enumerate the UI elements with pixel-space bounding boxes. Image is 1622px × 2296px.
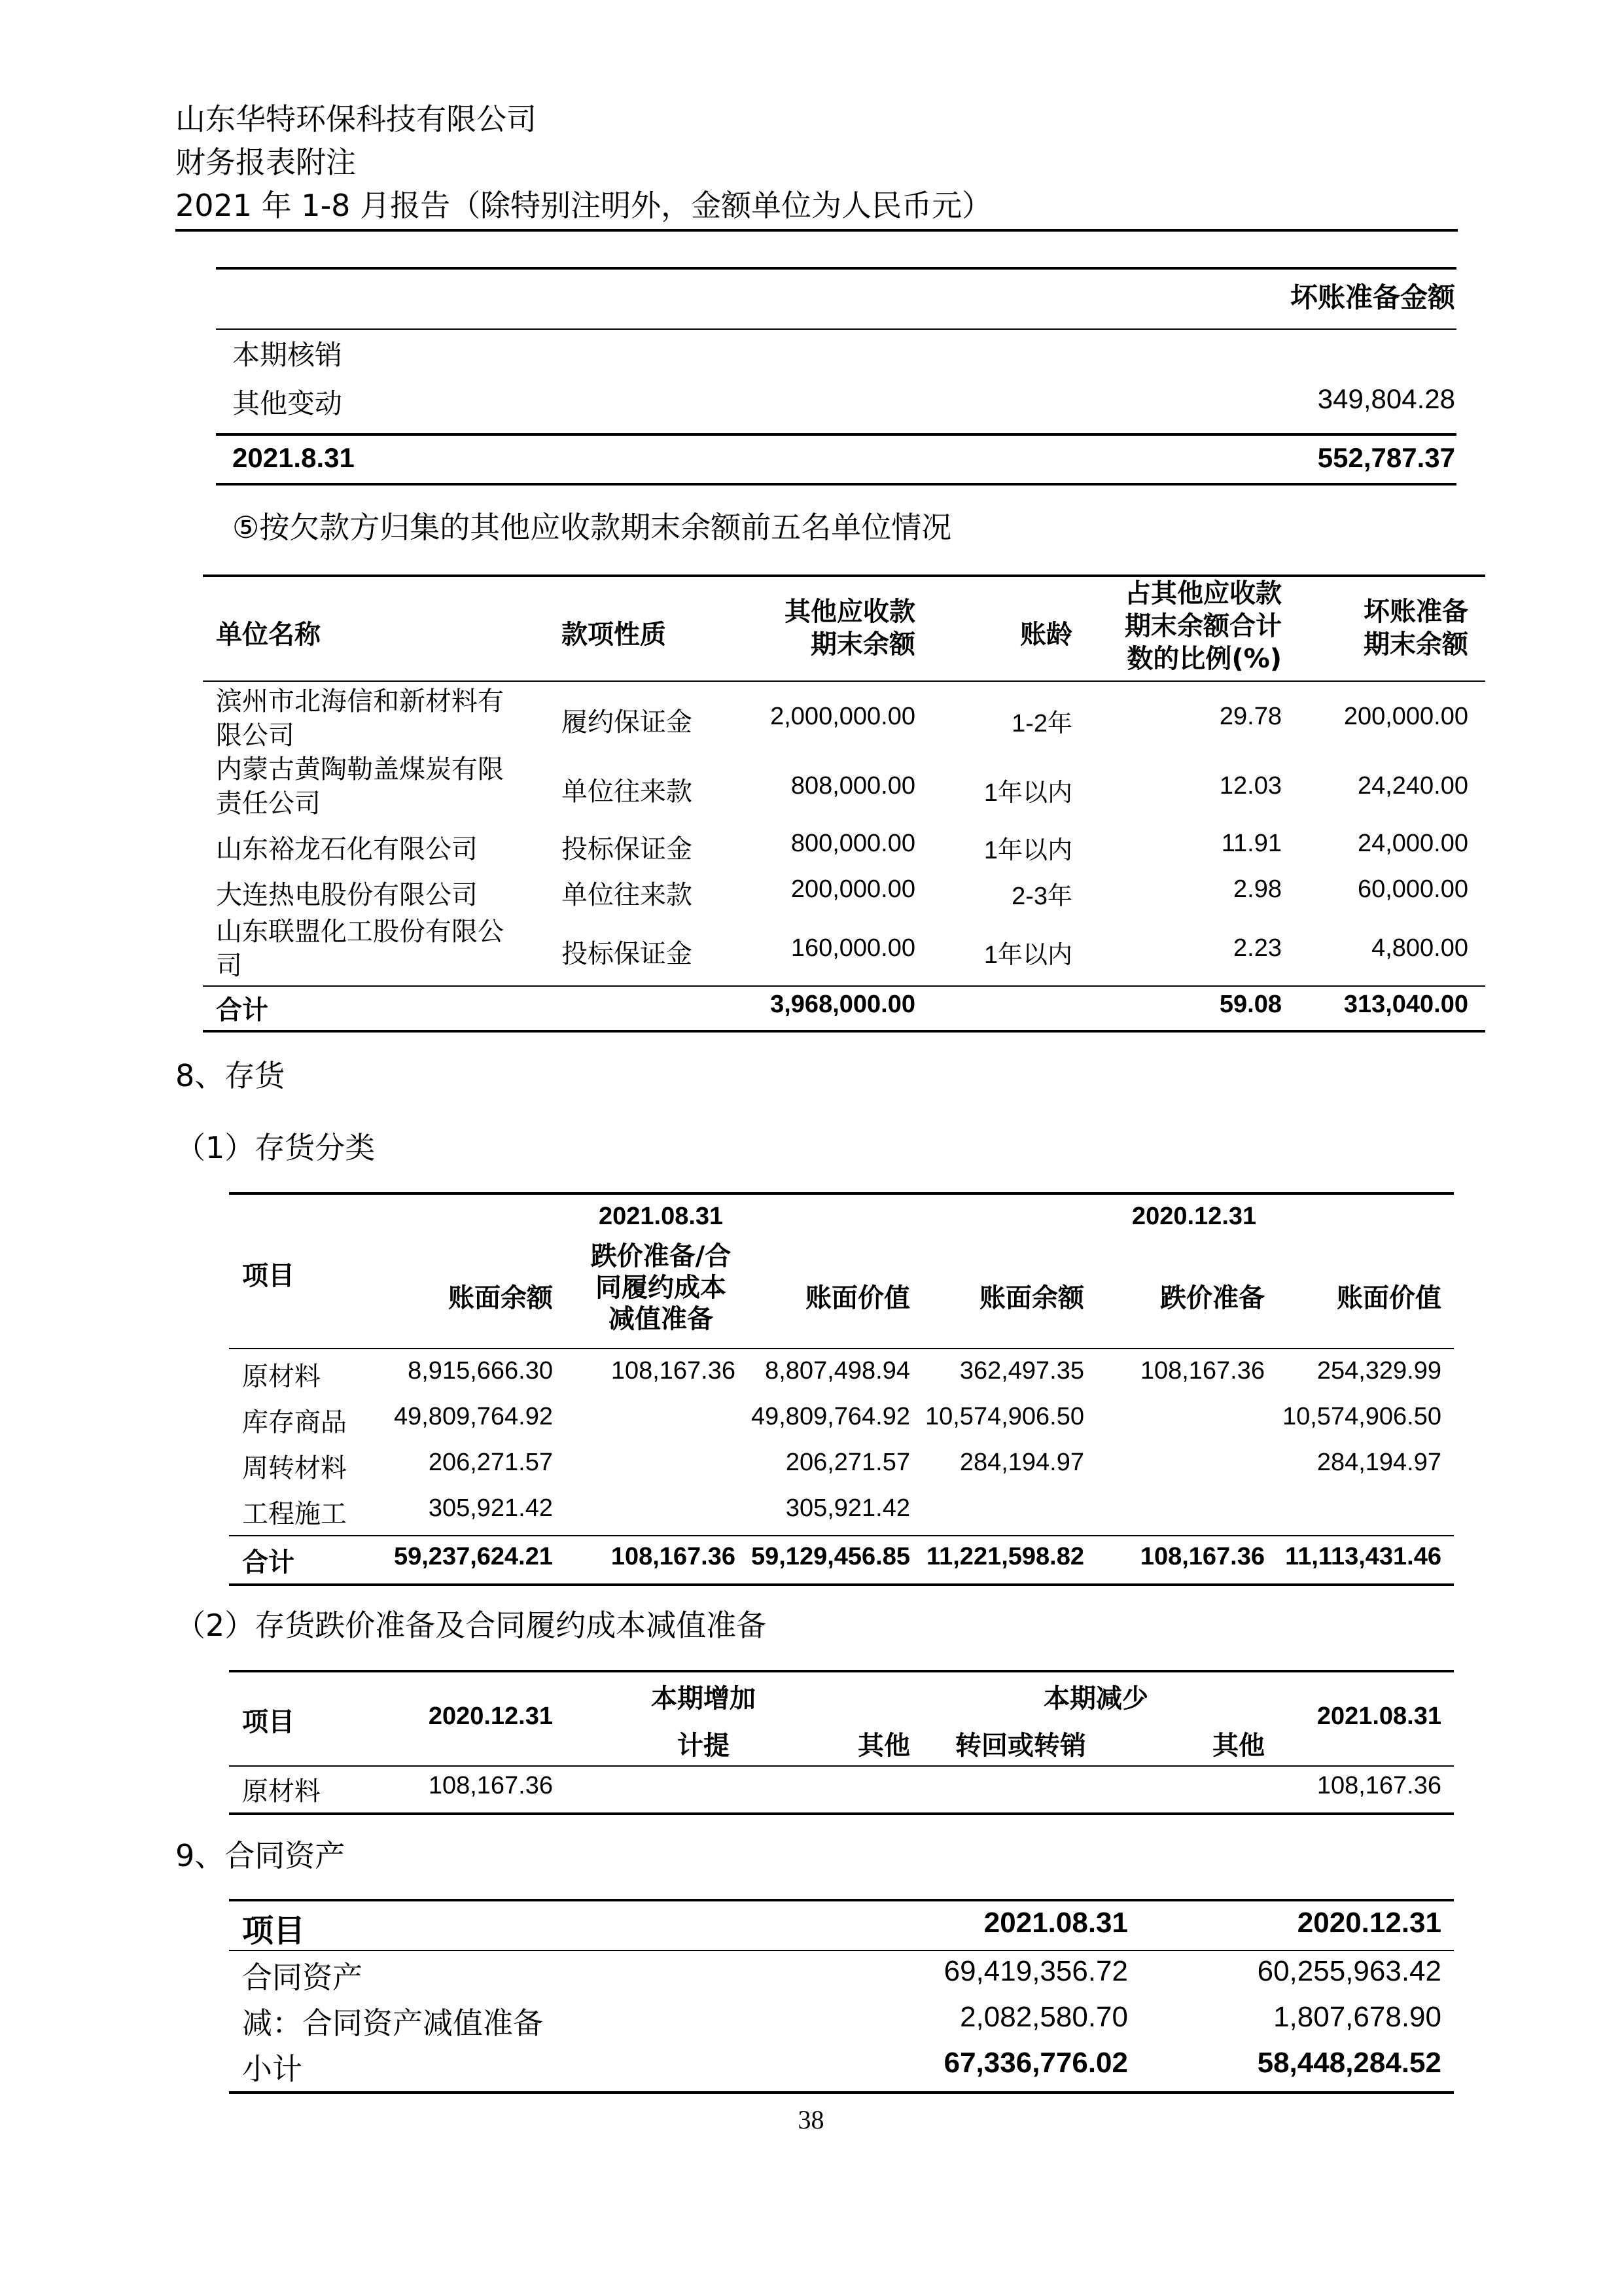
th-book-value: 账面价值	[805, 1283, 910, 1313]
total-balance: 3,968,000.00	[770, 991, 915, 1018]
h-2020: 2020.12.31	[1297, 1907, 1441, 1939]
rule	[229, 1765, 1454, 1767]
ratio: 12.03	[1219, 772, 1282, 800]
ca-total-v2: 58,448,284.52	[1257, 2047, 1441, 2079]
age: 1年以内	[983, 779, 1072, 807]
nature: 单位往来款	[561, 777, 692, 807]
ca-v2: 60,255,963.42	[1257, 1955, 1441, 1987]
total-ratio: 59.08	[1219, 991, 1282, 1018]
age: 1-2年	[1012, 710, 1072, 737]
provision: 24,000.00	[1357, 830, 1468, 857]
th-provision: 跌价准备/合 同履约成本 减值准备	[590, 1241, 732, 1334]
rule	[203, 1030, 1485, 1033]
unit-name: 山东联盟化工股份有限公 司	[216, 917, 504, 981]
rule	[203, 574, 1485, 577]
total-label: 2021.8.31	[232, 442, 355, 473]
inv-item: 工程施工	[242, 1499, 347, 1529]
provision: 4,800.00	[1371, 934, 1468, 962]
th-book-balance: 账面余额	[448, 1283, 553, 1313]
inv-item: 原材料	[242, 1362, 321, 1392]
age: 1年以内	[983, 942, 1072, 969]
unit-name: 滨州市北海信和新材料有 限公司	[216, 686, 504, 751]
th-balance: 其他应收款 期末余额	[785, 597, 915, 660]
rule	[229, 1583, 1454, 1586]
th-book-balance-2: 账面余额	[979, 1283, 1084, 1313]
balance: 160,000.00	[790, 934, 915, 962]
row-label: 其他变动	[232, 387, 343, 419]
h-begin: 2020.12.31	[428, 1703, 553, 1730]
provision: 200,000.00	[1343, 703, 1468, 730]
nature: 投标保证金	[561, 939, 692, 969]
rule	[229, 1812, 1454, 1815]
v: 284,194.97	[1316, 1449, 1441, 1476]
report-period: 2021 年 1-8 月报告（除特别注明外，金额单位为人民币元）	[175, 188, 993, 223]
ratio: 29.78	[1219, 703, 1282, 730]
inventory-sub1: （1）存货分类	[175, 1130, 376, 1165]
rule	[216, 267, 1456, 270]
provision: 24,240.00	[1357, 772, 1468, 800]
company-name: 山东华特环保科技有限公司	[175, 101, 537, 137]
nature: 投标保证金	[561, 834, 692, 864]
v: 305,921.42	[785, 1494, 910, 1522]
row-label: 本期核销	[232, 339, 343, 371]
period1: 2021.08.31	[599, 1203, 724, 1230]
ca-label: 合同资产	[242, 1960, 362, 1995]
v: 8,915,666.30	[408, 1357, 553, 1385]
document-title: 财务报表附注	[175, 145, 356, 180]
t: 11,113,431.46	[1285, 1543, 1441, 1570]
ca-total-label: 小计	[242, 2051, 302, 2087]
v: 108,167.36	[1140, 1357, 1265, 1385]
rule	[216, 483, 1456, 486]
rule	[229, 1192, 1454, 1195]
h-item: 项目	[242, 1707, 294, 1737]
balance: 200,000.00	[790, 875, 915, 903]
th-provision-2: 跌价准备	[1160, 1283, 1265, 1313]
inv-item: 周转材料	[242, 1453, 347, 1483]
row-value: 349,804.28	[1317, 383, 1455, 414]
v: 362,497.35	[959, 1357, 1084, 1385]
inv-item: 库存商品	[242, 1407, 347, 1438]
t: 11,221,598.82	[926, 1543, 1084, 1570]
provision: 60,000.00	[1357, 875, 1468, 903]
age: 2-3年	[1012, 883, 1072, 910]
col-header: 坏账准备金额	[1290, 281, 1455, 313]
h-dec-other: 其他	[1212, 1731, 1265, 1761]
ca-total-v1: 67,336,776.02	[943, 2047, 1128, 2079]
v: 254,329.99	[1316, 1357, 1441, 1385]
h-increase: 本期增加	[651, 1684, 756, 1714]
th-book-value-2: 账面价值	[1337, 1283, 1441, 1313]
impairment-sub2: （2）存货跌价准备及合同履约成本减值准备	[175, 1608, 767, 1643]
unit-name: 山东裕龙石化有限公司	[216, 834, 478, 864]
v: 206,271.57	[785, 1449, 910, 1476]
rule	[203, 680, 1485, 682]
h-item: 项目	[242, 1913, 306, 1949]
rule	[229, 1899, 1454, 1901]
th-age: 账龄	[1020, 620, 1072, 650]
balance: 808,000.00	[790, 772, 915, 800]
v: 284,194.97	[959, 1449, 1084, 1476]
th-ratio: 占其他应收款 期末余额合计 数的比例(%)	[1125, 578, 1282, 674]
h-inc-other: 其他	[858, 1731, 910, 1761]
v: 206,271.57	[428, 1449, 553, 1476]
v: 10,574,906.50	[925, 1403, 1084, 1430]
h-dec-reverse: 转回或转销	[955, 1731, 1086, 1761]
rule	[229, 1348, 1454, 1349]
contract-section: 9、合同资产	[175, 1838, 345, 1873]
v: 49,809,764.92	[393, 1403, 553, 1430]
rule	[229, 1535, 1454, 1536]
rule	[229, 1950, 1454, 1951]
h-decrease: 本期减少	[1044, 1684, 1148, 1714]
v: 8,807,498.94	[765, 1357, 910, 1385]
ratio: 2.98	[1233, 875, 1282, 903]
th-nature: 款项性质	[561, 620, 666, 650]
t: 59,237,624.21	[393, 1543, 553, 1570]
rule	[229, 1670, 1454, 1672]
ca-v1: 2,082,580.70	[960, 2001, 1128, 2033]
v: 49,809,764.92	[750, 1403, 910, 1430]
nature: 履约保证金	[561, 707, 692, 737]
total-provision: 313,040.00	[1343, 991, 1468, 1018]
nature: 单位往来款	[561, 880, 692, 910]
unit-name: 大连热电股份有限公司	[216, 880, 478, 910]
h-2021: 2021.08.31	[983, 1907, 1128, 1939]
ca-v2: 1,807,678.90	[1273, 2001, 1441, 2033]
rule	[229, 2091, 1454, 2094]
row-item: 原材料	[242, 1776, 321, 1807]
rule	[203, 985, 1485, 987]
inventory-section: 8、存货	[175, 1058, 285, 1093]
top5-title: ⑤按欠款方归集的其他应收款期末余额前五名单位情况	[232, 510, 952, 545]
v: 305,921.42	[428, 1494, 553, 1522]
page-number: 38	[798, 2105, 824, 2134]
row-begin: 108,167.36	[428, 1772, 553, 1799]
h-inc-accrue: 计提	[677, 1731, 730, 1761]
balance: 2,000,000.00	[770, 703, 915, 730]
h-end: 2021.08.31	[1316, 1703, 1441, 1730]
th-unit: 单位名称	[216, 620, 321, 650]
v: 108,167.36	[610, 1357, 735, 1385]
total-value: 552,787.37	[1317, 442, 1455, 473]
total-label: 合计	[216, 995, 268, 1025]
ca-v1: 69,419,356.72	[943, 1955, 1128, 1987]
rule	[216, 433, 1456, 436]
ratio: 2.23	[1233, 934, 1282, 962]
ca-label: 减：合同资产减值准备	[242, 2005, 543, 2041]
ratio: 11.91	[1221, 830, 1282, 857]
rule	[216, 328, 1456, 330]
t: 108,167.36	[610, 1543, 735, 1570]
period2: 2020.12.31	[1132, 1203, 1257, 1230]
balance: 800,000.00	[790, 830, 915, 857]
v: 10,574,906.50	[1282, 1403, 1441, 1430]
th-item: 项目	[242, 1261, 294, 1291]
age: 1年以内	[983, 837, 1072, 864]
header-rule	[175, 229, 1458, 232]
total-label: 合计	[242, 1547, 294, 1578]
row-end: 108,167.36	[1316, 1772, 1441, 1799]
th-provision: 坏账准备 期末余额	[1364, 597, 1468, 660]
t: 59,129,456.85	[750, 1543, 910, 1570]
unit-name: 内蒙古黄陶勒盖煤炭有限 责任公司	[216, 754, 504, 819]
t: 108,167.36	[1140, 1543, 1265, 1570]
